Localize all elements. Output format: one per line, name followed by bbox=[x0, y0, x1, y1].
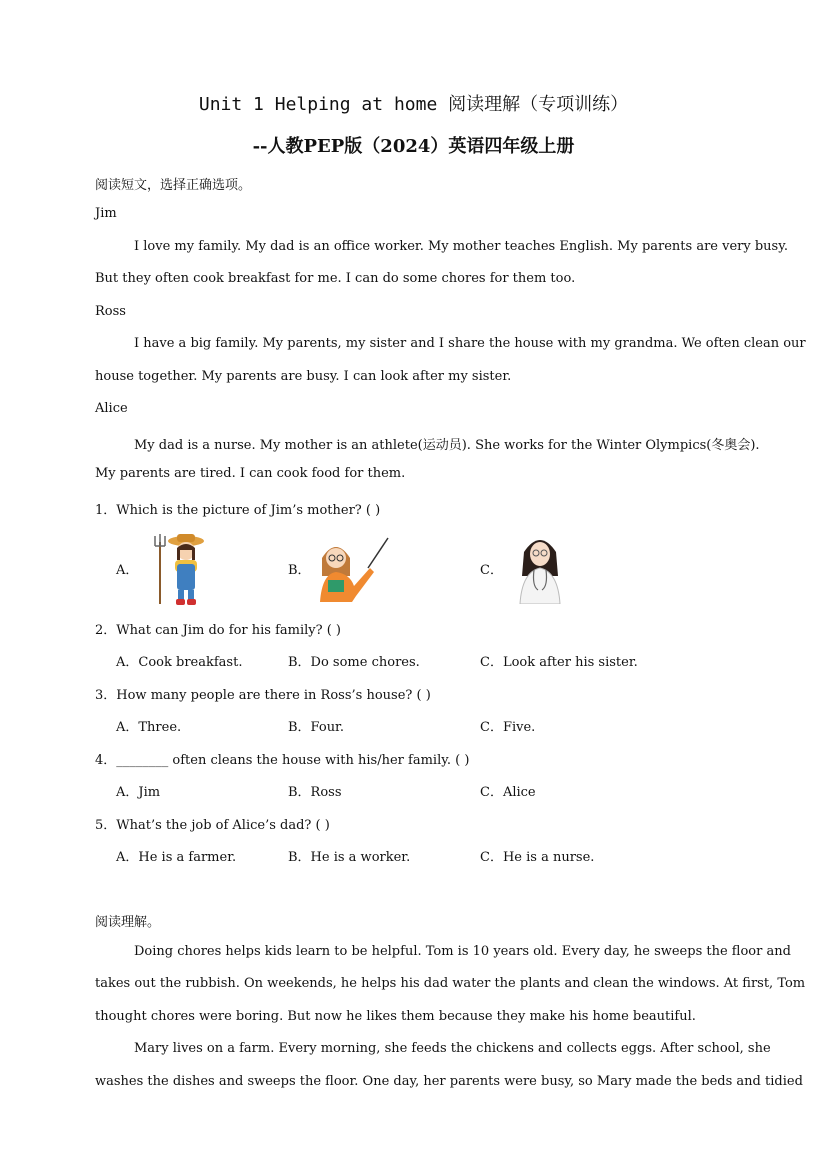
question-2-option-c[interactable]: C．Look after his sister. bbox=[480, 655, 638, 670]
question-2-option-b[interactable]: B．Do some chores. bbox=[288, 655, 420, 670]
farmer-leg-left bbox=[178, 590, 184, 600]
question-4-option-b[interactable]: B．Ross bbox=[288, 785, 342, 800]
question-4-stem: 4．________ often cleans the house with his/her family. ( ) bbox=[95, 753, 470, 768]
question-5-stem: 5．What’s the job of Alice’s dad? ( ) bbox=[95, 818, 330, 833]
section2-p2-line2: washes the dishes and sweeps the floor. One day, her parents were busy, so Mary made the beds and tidied bbox=[95, 1074, 803, 1089]
question-3-option-c[interactable]: C．Five. bbox=[480, 720, 536, 735]
section2-instruction: 阅读理解。 bbox=[95, 915, 161, 930]
passage-ross-line2: house together. My parents are busy. I can look after my sister. bbox=[95, 369, 512, 384]
question-3-option-a[interactable]: A．Three. bbox=[116, 720, 182, 735]
section2-p1-line3: thought chores were boring. But now he likes them because they make his home beautiful. bbox=[95, 1009, 696, 1024]
section2-p2-line1: Mary lives on a farm. Every morning, she feeds the chickens and collects eggs. After school, she bbox=[134, 1041, 771, 1056]
question-5-option-a[interactable]: A．He is a farmer. bbox=[116, 850, 237, 865]
farmer-boot-left bbox=[176, 599, 185, 605]
question-5-option-b[interactable]: B．He is a worker. bbox=[288, 850, 411, 865]
question-4-option-c[interactable]: C．Alice bbox=[480, 785, 536, 800]
pitchfork-tines bbox=[155, 534, 165, 546]
passage-alice-line2: My parents are tired. I can cook food for them. bbox=[95, 466, 406, 481]
section2-p1-line2: takes out the rubbish. On weekends, he helps his dad water the plants and clean the windows. At first, Tom bbox=[95, 976, 806, 991]
farmer-picture bbox=[152, 532, 208, 606]
passage-ross-line1: I have a big family. My parents, my sister and I share the house with my grandma. We often clean our bbox=[134, 336, 806, 351]
doctor-picture bbox=[514, 532, 566, 604]
question-1-option-b[interactable]: B． bbox=[288, 563, 311, 578]
straw-hat-top bbox=[177, 534, 195, 542]
question-1-option-c[interactable]: C． bbox=[480, 563, 503, 578]
farmer-boot-right bbox=[187, 599, 196, 605]
teacher-picture bbox=[316, 536, 392, 602]
question-1-stem: 1．Which is the picture of Jim’s mother? ( ) bbox=[95, 503, 381, 518]
question-1-option-a[interactable]: A． bbox=[116, 563, 139, 578]
passage-name-jim: Jim bbox=[95, 206, 117, 221]
passage-jim-line2: But they often cook breakfast for me. I can do some chores for them too. bbox=[95, 271, 576, 286]
section1-instruction: 阅读短文，选择正确选项。 bbox=[95, 178, 252, 193]
farmer-overalls bbox=[177, 564, 195, 590]
passage-name-ross: Ross bbox=[95, 304, 126, 319]
page-subtitle: --人教PEP版（2024）英语四年级上册 bbox=[252, 136, 575, 157]
pointer-stick bbox=[368, 538, 388, 568]
passage-name-alice: Alice bbox=[95, 401, 128, 416]
farmer-leg-right bbox=[188, 590, 194, 600]
section2-p1-line1: Doing chores helps kids learn to be helpful. Tom is 10 years old. Every day, he sweeps the floor and bbox=[134, 944, 791, 959]
teacher-book bbox=[328, 580, 344, 592]
question-4-option-a[interactable]: A．Jim bbox=[116, 785, 161, 800]
question-2-stem: 2．What can Jim do for his family? ( ) bbox=[95, 623, 342, 638]
question-3-stem: 3．How many people are there in Ross’s house? ( ) bbox=[95, 688, 431, 703]
question-3-option-b[interactable]: B．Four. bbox=[288, 720, 344, 735]
passage-jim-line1: I love my family. My dad is an office worker. My mother teaches English. My parents are very busy. bbox=[134, 239, 788, 254]
question-5-option-c[interactable]: C．He is a nurse. bbox=[480, 850, 595, 865]
passage-alice-line1: My dad is a nurse. My mother is an athlete(运动员). She works for the Winter Olympics(冬奥会). bbox=[134, 438, 760, 453]
page-title: Unit 1 Helping at home 阅读理解（专项训练） bbox=[198, 94, 629, 115]
question-2-option-a[interactable]: A．Cook breakfast. bbox=[116, 655, 243, 670]
